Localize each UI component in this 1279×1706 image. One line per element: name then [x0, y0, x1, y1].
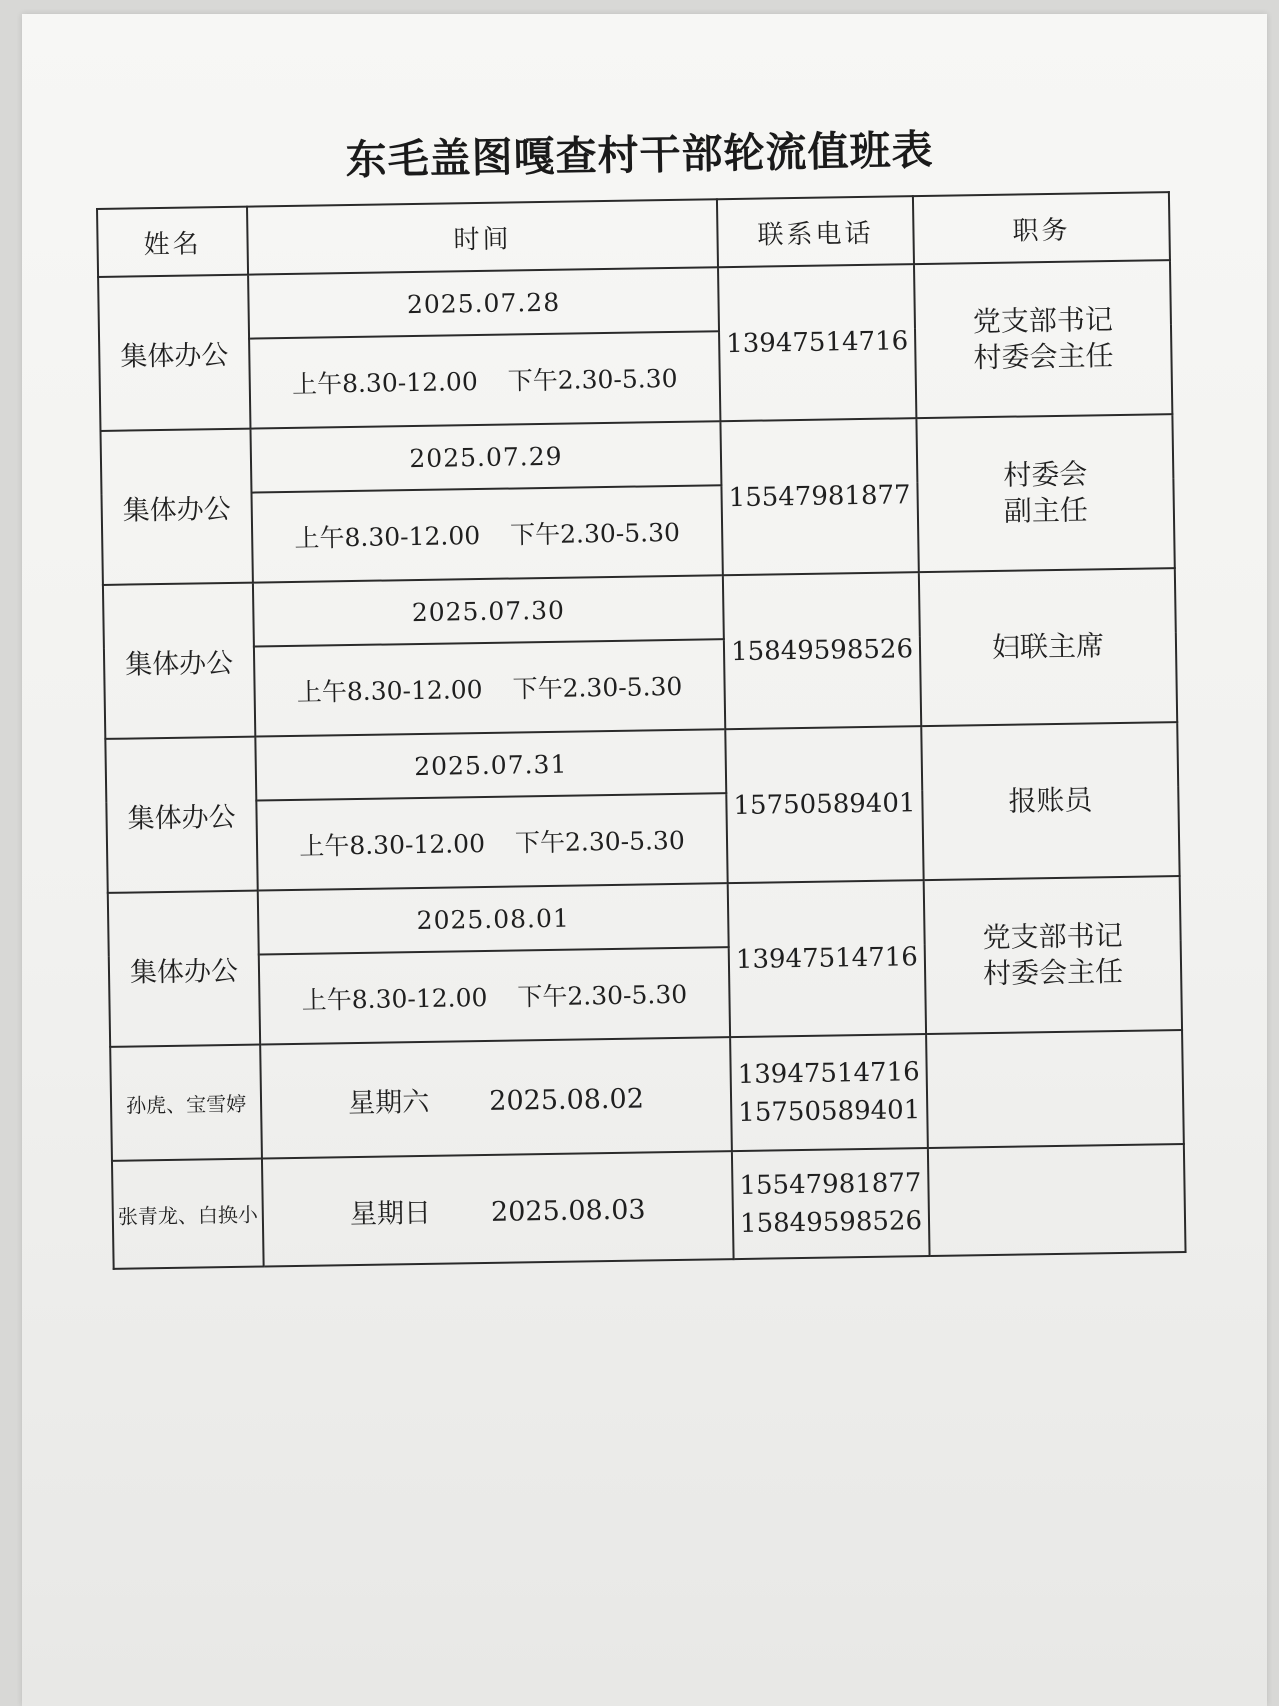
duty-role: [926, 1030, 1184, 1148]
duty-name: 集体办公: [108, 891, 260, 1047]
morning-hours: 上午8.30-12.00: [299, 828, 486, 861]
duty-phone: [718, 264, 916, 421]
page-title: 东毛盖图嘎查村干部轮流值班表: [345, 125, 934, 185]
duty-hours: [259, 947, 730, 1044]
duty-weekend-time: [262, 1151, 734, 1266]
duty-phone: [730, 1034, 928, 1151]
afternoon-hours: 下午2.30-5.30: [517, 979, 688, 1012]
duty-date: 2025.07.30: [253, 575, 724, 646]
duty-role: [921, 722, 1179, 880]
weekday-label: 星期六: [348, 1086, 430, 1119]
duty-name: 张青龙、白换小: [112, 1159, 264, 1269]
afternoon-hours: 下午2.30-5.30: [512, 671, 683, 704]
duty-phone: [725, 726, 923, 883]
duty-date: 2025.07.28: [248, 267, 719, 338]
header-role: 职务: [913, 192, 1170, 264]
role-line: 村委会: [1003, 457, 1088, 492]
duty-name: 集体办公: [105, 737, 257, 893]
afternoon-hours: 下午2.30-5.30: [507, 363, 678, 396]
phone-number: 15750589401: [733, 788, 916, 822]
header-phone: 联系电话: [717, 196, 914, 267]
morning-hours: 上午8.30-12.00: [291, 367, 478, 399]
role-line: 副主任: [1003, 493, 1089, 528]
duty-weekend-time: [260, 1037, 732, 1158]
duty-name: 集体办公: [101, 429, 253, 585]
duty-phone: [723, 572, 921, 729]
phone-number: 15547981877: [739, 1168, 922, 1202]
phone-number: 13947514716: [737, 1057, 920, 1091]
header-name: 姓名: [97, 207, 248, 277]
duty-phone: [728, 880, 926, 1037]
duty-role: [914, 260, 1172, 418]
role-line: 党支部书记: [972, 303, 1114, 339]
afternoon-hours: 下午2.30-5.30: [509, 517, 681, 550]
role-line: 妇联主席: [991, 629, 1105, 664]
morning-hours: 上午8.30-12.00: [301, 982, 488, 1015]
morning-hours: 上午8.30-12.00: [294, 521, 481, 553]
duty-date: 2025.08.02: [489, 1083, 645, 1117]
role-line: 村委会主任: [982, 954, 1124, 991]
role-line: 党支部书记: [982, 918, 1123, 955]
duty-role: [916, 414, 1174, 572]
table-row-weekend: [110, 1030, 1184, 1161]
duty-name: 集体办公: [98, 275, 250, 431]
duty-phone: [732, 1148, 930, 1259]
duty-hours: [251, 485, 722, 582]
phone-number: 15849598526: [739, 1206, 923, 1240]
duty-hours: [256, 793, 727, 890]
phone-number: 15750589401: [738, 1095, 921, 1129]
duty-role: [928, 1144, 1186, 1256]
phone-number: 13947514716: [725, 326, 909, 360]
duty-phone: [720, 418, 918, 575]
duty-date: 2025.07.31: [255, 729, 726, 800]
duty-hours: [249, 331, 720, 428]
role-line: 村委会主任: [973, 339, 1114, 375]
role-line: 报账员: [1008, 783, 1093, 818]
duty-date: 2025.08.01: [258, 883, 729, 954]
phone-number: 15849598526: [730, 634, 914, 668]
weekday-label: 星期日: [349, 1197, 432, 1230]
duty-role: [924, 876, 1182, 1034]
duty-roster-table: [96, 191, 1187, 1270]
duty-date: 2025.07.29: [250, 421, 721, 492]
duty-role: [919, 568, 1177, 726]
morning-hours: 上午8.30-12.00: [296, 674, 483, 707]
phone-number: 15547981877: [728, 480, 911, 514]
duty-hours: [254, 639, 725, 736]
duty-date: 2025.08.03: [490, 1193, 646, 1228]
duty-name: 集体办公: [103, 583, 255, 739]
afternoon-hours: 下午2.30-5.30: [514, 825, 685, 858]
header-time: 时间: [247, 199, 718, 274]
phone-number: 13947514716: [735, 942, 919, 976]
table-row-weekend: [112, 1144, 1186, 1269]
duty-name: 孙虎、宝雪婷: [110, 1045, 262, 1161]
